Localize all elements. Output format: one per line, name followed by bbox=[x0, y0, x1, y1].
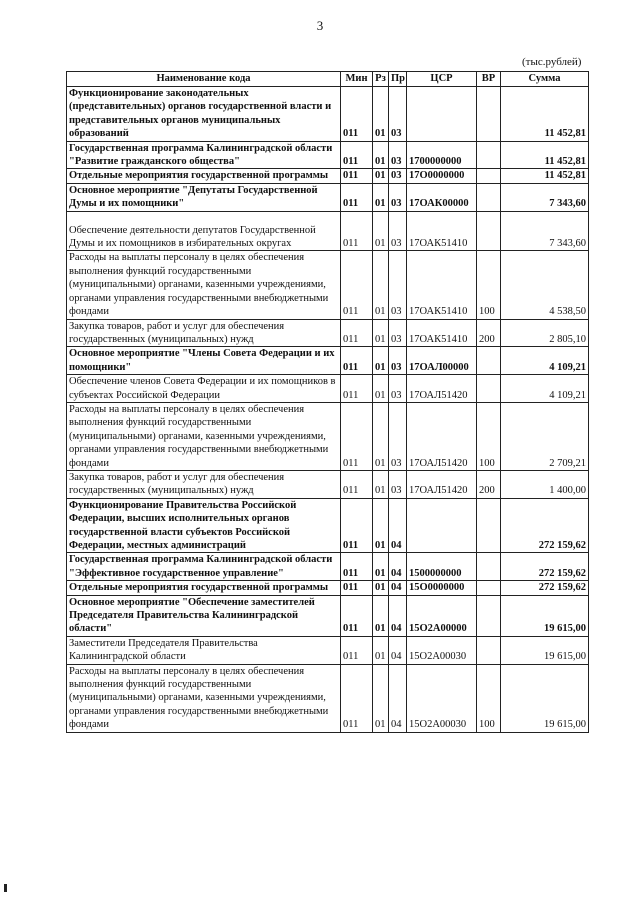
cell-rz: 01 bbox=[373, 87, 389, 142]
cell-pr: 04 bbox=[389, 595, 407, 636]
cell-pr: 03 bbox=[389, 251, 407, 319]
cell-min: 011 bbox=[341, 581, 373, 595]
cell-pr: 04 bbox=[389, 636, 407, 664]
cell-csr: 17О0000000 bbox=[407, 169, 477, 183]
cell-min: 011 bbox=[341, 402, 373, 470]
cell-pr: 03 bbox=[389, 375, 407, 403]
table-row bbox=[67, 636, 589, 664]
header-min: Мин bbox=[341, 72, 373, 87]
table-body bbox=[67, 87, 589, 733]
cell-csr: 15О2А00030 bbox=[407, 664, 477, 732]
cell-name: Отдельные мероприятия государственной программы bbox=[67, 581, 341, 595]
cell-name: Расходы на выплаты персоналу в целях обеспечения выполнения функций государственными (муниципальными) органами, казенными учреждениями, органами управления государственными внебюджетными фондами bbox=[67, 664, 341, 732]
cell-min: 011 bbox=[341, 211, 373, 251]
table-row bbox=[67, 347, 589, 375]
cell-pr: 04 bbox=[389, 553, 407, 581]
scan-mark bbox=[4, 884, 7, 892]
cell-vr: 200 bbox=[477, 470, 501, 498]
cell-rz: 01 bbox=[373, 595, 389, 636]
cell-vr bbox=[477, 636, 501, 664]
cell-pr: 03 bbox=[389, 87, 407, 142]
cell-rz: 01 bbox=[373, 169, 389, 183]
cell-vr: 200 bbox=[477, 319, 501, 347]
cell-vr bbox=[477, 211, 501, 251]
cell-name: Функционирование законодательных (представительных) органов государственной власти и представительных органов муниципальных образований bbox=[67, 87, 341, 142]
cell-vr bbox=[477, 183, 501, 211]
cell-pr: 03 bbox=[389, 470, 407, 498]
cell-rz: 01 bbox=[373, 319, 389, 347]
table-row bbox=[67, 87, 589, 142]
budget-table bbox=[66, 71, 589, 733]
cell-rz: 01 bbox=[373, 402, 389, 470]
cell-rz: 01 bbox=[373, 375, 389, 403]
cell-min: 011 bbox=[341, 347, 373, 375]
cell-name: Функционирование Правительства Российской Федерации, высших исполнительных органов государственной власти субъектов Российской Федерации, местных администраций bbox=[67, 498, 341, 553]
cell-min: 011 bbox=[341, 498, 373, 553]
table-row bbox=[67, 141, 589, 169]
cell-min: 011 bbox=[341, 470, 373, 498]
cell-vr bbox=[477, 375, 501, 403]
table-row bbox=[67, 169, 589, 183]
table-row bbox=[67, 375, 589, 403]
cell-name: Заместители Председателя Правительства Калининградской области bbox=[67, 636, 341, 664]
cell-rz: 01 bbox=[373, 664, 389, 732]
cell-csr: 17ОАК00000 bbox=[407, 183, 477, 211]
cell-vr bbox=[477, 553, 501, 581]
cell-vr bbox=[477, 595, 501, 636]
cell-csr: 15О0000000 bbox=[407, 581, 477, 595]
units-label: (тыс.рублей) bbox=[522, 56, 582, 68]
cell-pr: 03 bbox=[389, 319, 407, 347]
cell-csr: 15О2А00000 bbox=[407, 595, 477, 636]
cell-pr: 04 bbox=[389, 664, 407, 732]
table-row bbox=[67, 319, 589, 347]
cell-min: 011 bbox=[341, 595, 373, 636]
cell-name: Основное мероприятие "Обеспечение заместителей Председателя Правительства Калининградской области" bbox=[67, 595, 341, 636]
cell-sum: 19 615,00 bbox=[501, 636, 589, 664]
table-row bbox=[67, 553, 589, 581]
cell-sum: 19 615,00 bbox=[501, 595, 589, 636]
cell-pr: 03 bbox=[389, 183, 407, 211]
cell-csr: 17ОАЛ00000 bbox=[407, 347, 477, 375]
cell-pr: 03 bbox=[389, 211, 407, 251]
cell-csr: 17ОАЛ51420 bbox=[407, 375, 477, 403]
cell-pr: 03 bbox=[389, 169, 407, 183]
cell-sum: 11 452,81 bbox=[501, 169, 589, 183]
cell-csr bbox=[407, 498, 477, 553]
cell-name: Расходы на выплаты персоналу в целях обеспечения выполнения функций государственными (муниципальными) органами, казенными учреждениями, органами управления государственными внебюджетными фондами bbox=[67, 402, 341, 470]
cell-sum: 4 109,21 bbox=[501, 347, 589, 375]
cell-min: 011 bbox=[341, 636, 373, 664]
cell-min: 011 bbox=[341, 87, 373, 142]
cell-rz: 01 bbox=[373, 183, 389, 211]
cell-vr: 100 bbox=[477, 402, 501, 470]
cell-sum: 4 109,21 bbox=[501, 375, 589, 403]
header-rz: Рз bbox=[373, 72, 389, 87]
cell-rz: 01 bbox=[373, 347, 389, 375]
cell-vr bbox=[477, 87, 501, 142]
cell-vr bbox=[477, 581, 501, 595]
cell-name: Расходы на выплаты персоналу в целях обеспечения выполнения функций государственными (муниципальными) органами, казенными учреждениями, органами управления государственными внебюджетными фондами bbox=[67, 251, 341, 319]
cell-sum: 272 159,62 bbox=[501, 581, 589, 595]
header-vr: ВР bbox=[477, 72, 501, 87]
cell-name: Государственная программа Калининградской области "Эффективное государственное управление" bbox=[67, 553, 341, 581]
cell-min: 011 bbox=[341, 553, 373, 581]
cell-vr: 100 bbox=[477, 251, 501, 319]
header-csr: ЦСР bbox=[407, 72, 477, 87]
cell-sum: 1 400,00 bbox=[501, 470, 589, 498]
cell-pr: 03 bbox=[389, 347, 407, 375]
cell-vr: 100 bbox=[477, 664, 501, 732]
cell-pr: 03 bbox=[389, 402, 407, 470]
cell-sum: 272 159,62 bbox=[501, 498, 589, 553]
cell-csr bbox=[407, 87, 477, 142]
cell-sum: 272 159,62 bbox=[501, 553, 589, 581]
header-sum: Сумма bbox=[501, 72, 589, 87]
cell-name: Основное мероприятие "Депутаты Государственной Думы и их помощники" bbox=[67, 183, 341, 211]
cell-min: 011 bbox=[341, 183, 373, 211]
cell-min: 011 bbox=[341, 319, 373, 347]
cell-rz: 01 bbox=[373, 553, 389, 581]
header-pr: Пр bbox=[389, 72, 407, 87]
cell-name: Основное мероприятие "Члены Совета Федерации и их помощники" bbox=[67, 347, 341, 375]
cell-csr: 1500000000 bbox=[407, 553, 477, 581]
cell-csr: 17ОАК51410 bbox=[407, 319, 477, 347]
cell-name: Обеспечение деятельности депутатов Государственной Думы и их помощников в избирательных округах bbox=[67, 211, 341, 251]
table-row bbox=[67, 211, 589, 251]
cell-csr: 17ОАЛ51420 bbox=[407, 402, 477, 470]
cell-csr: 15О2А00030 bbox=[407, 636, 477, 664]
cell-vr bbox=[477, 169, 501, 183]
cell-vr bbox=[477, 498, 501, 553]
header-name: Наименование кода bbox=[67, 72, 341, 87]
cell-rz: 01 bbox=[373, 470, 389, 498]
table-row bbox=[67, 183, 589, 211]
cell-pr: 03 bbox=[389, 141, 407, 169]
cell-sum: 7 343,60 bbox=[501, 211, 589, 251]
cell-name: Обеспечение членов Совета Федерации и их помощников в субъектах Российской Федерации bbox=[67, 375, 341, 403]
cell-csr: 17ОАК51410 bbox=[407, 251, 477, 319]
cell-vr bbox=[477, 141, 501, 169]
cell-name: Закупка товаров, работ и услуг для обеспечения государственных (муниципальных) нужд bbox=[67, 319, 341, 347]
cell-name: Закупка товаров, работ и услуг для обеспечения государственных (муниципальных) нужд bbox=[67, 470, 341, 498]
cell-rz: 01 bbox=[373, 251, 389, 319]
cell-csr: 17ОАК51410 bbox=[407, 211, 477, 251]
cell-csr: 1700000000 bbox=[407, 141, 477, 169]
cell-rz: 01 bbox=[373, 636, 389, 664]
cell-rz: 01 bbox=[373, 581, 389, 595]
cell-min: 011 bbox=[341, 251, 373, 319]
cell-sum: 2 709,21 bbox=[501, 402, 589, 470]
table-row bbox=[67, 402, 589, 470]
table-row bbox=[67, 664, 589, 732]
cell-sum: 11 452,81 bbox=[501, 141, 589, 169]
cell-vr bbox=[477, 347, 501, 375]
cell-rz: 01 bbox=[373, 498, 389, 553]
cell-sum: 19 615,00 bbox=[501, 664, 589, 732]
table-row bbox=[67, 251, 589, 319]
table-row bbox=[67, 595, 589, 636]
page-number: 3 bbox=[316, 18, 324, 33]
cell-name: Отдельные мероприятия государственной программы bbox=[67, 169, 341, 183]
cell-min: 011 bbox=[341, 169, 373, 183]
cell-name: Государственная программа Калининградской области "Развитие гражданского общества" bbox=[67, 141, 341, 169]
table-row bbox=[67, 581, 589, 595]
cell-min: 011 bbox=[341, 664, 373, 732]
cell-sum: 4 538,50 bbox=[501, 251, 589, 319]
cell-sum: 7 343,60 bbox=[501, 183, 589, 211]
cell-sum: 11 452,81 bbox=[501, 87, 589, 142]
cell-csr: 17ОАЛ51420 bbox=[407, 470, 477, 498]
cell-pr: 04 bbox=[389, 581, 407, 595]
cell-min: 011 bbox=[341, 375, 373, 403]
header-row bbox=[67, 72, 589, 87]
table-row bbox=[67, 498, 589, 553]
table-row bbox=[67, 470, 589, 498]
cell-rz: 01 bbox=[373, 141, 389, 169]
cell-pr: 04 bbox=[389, 498, 407, 553]
cell-min: 011 bbox=[341, 141, 373, 169]
cell-rz: 01 bbox=[373, 211, 389, 251]
cell-sum: 2 805,10 bbox=[501, 319, 589, 347]
